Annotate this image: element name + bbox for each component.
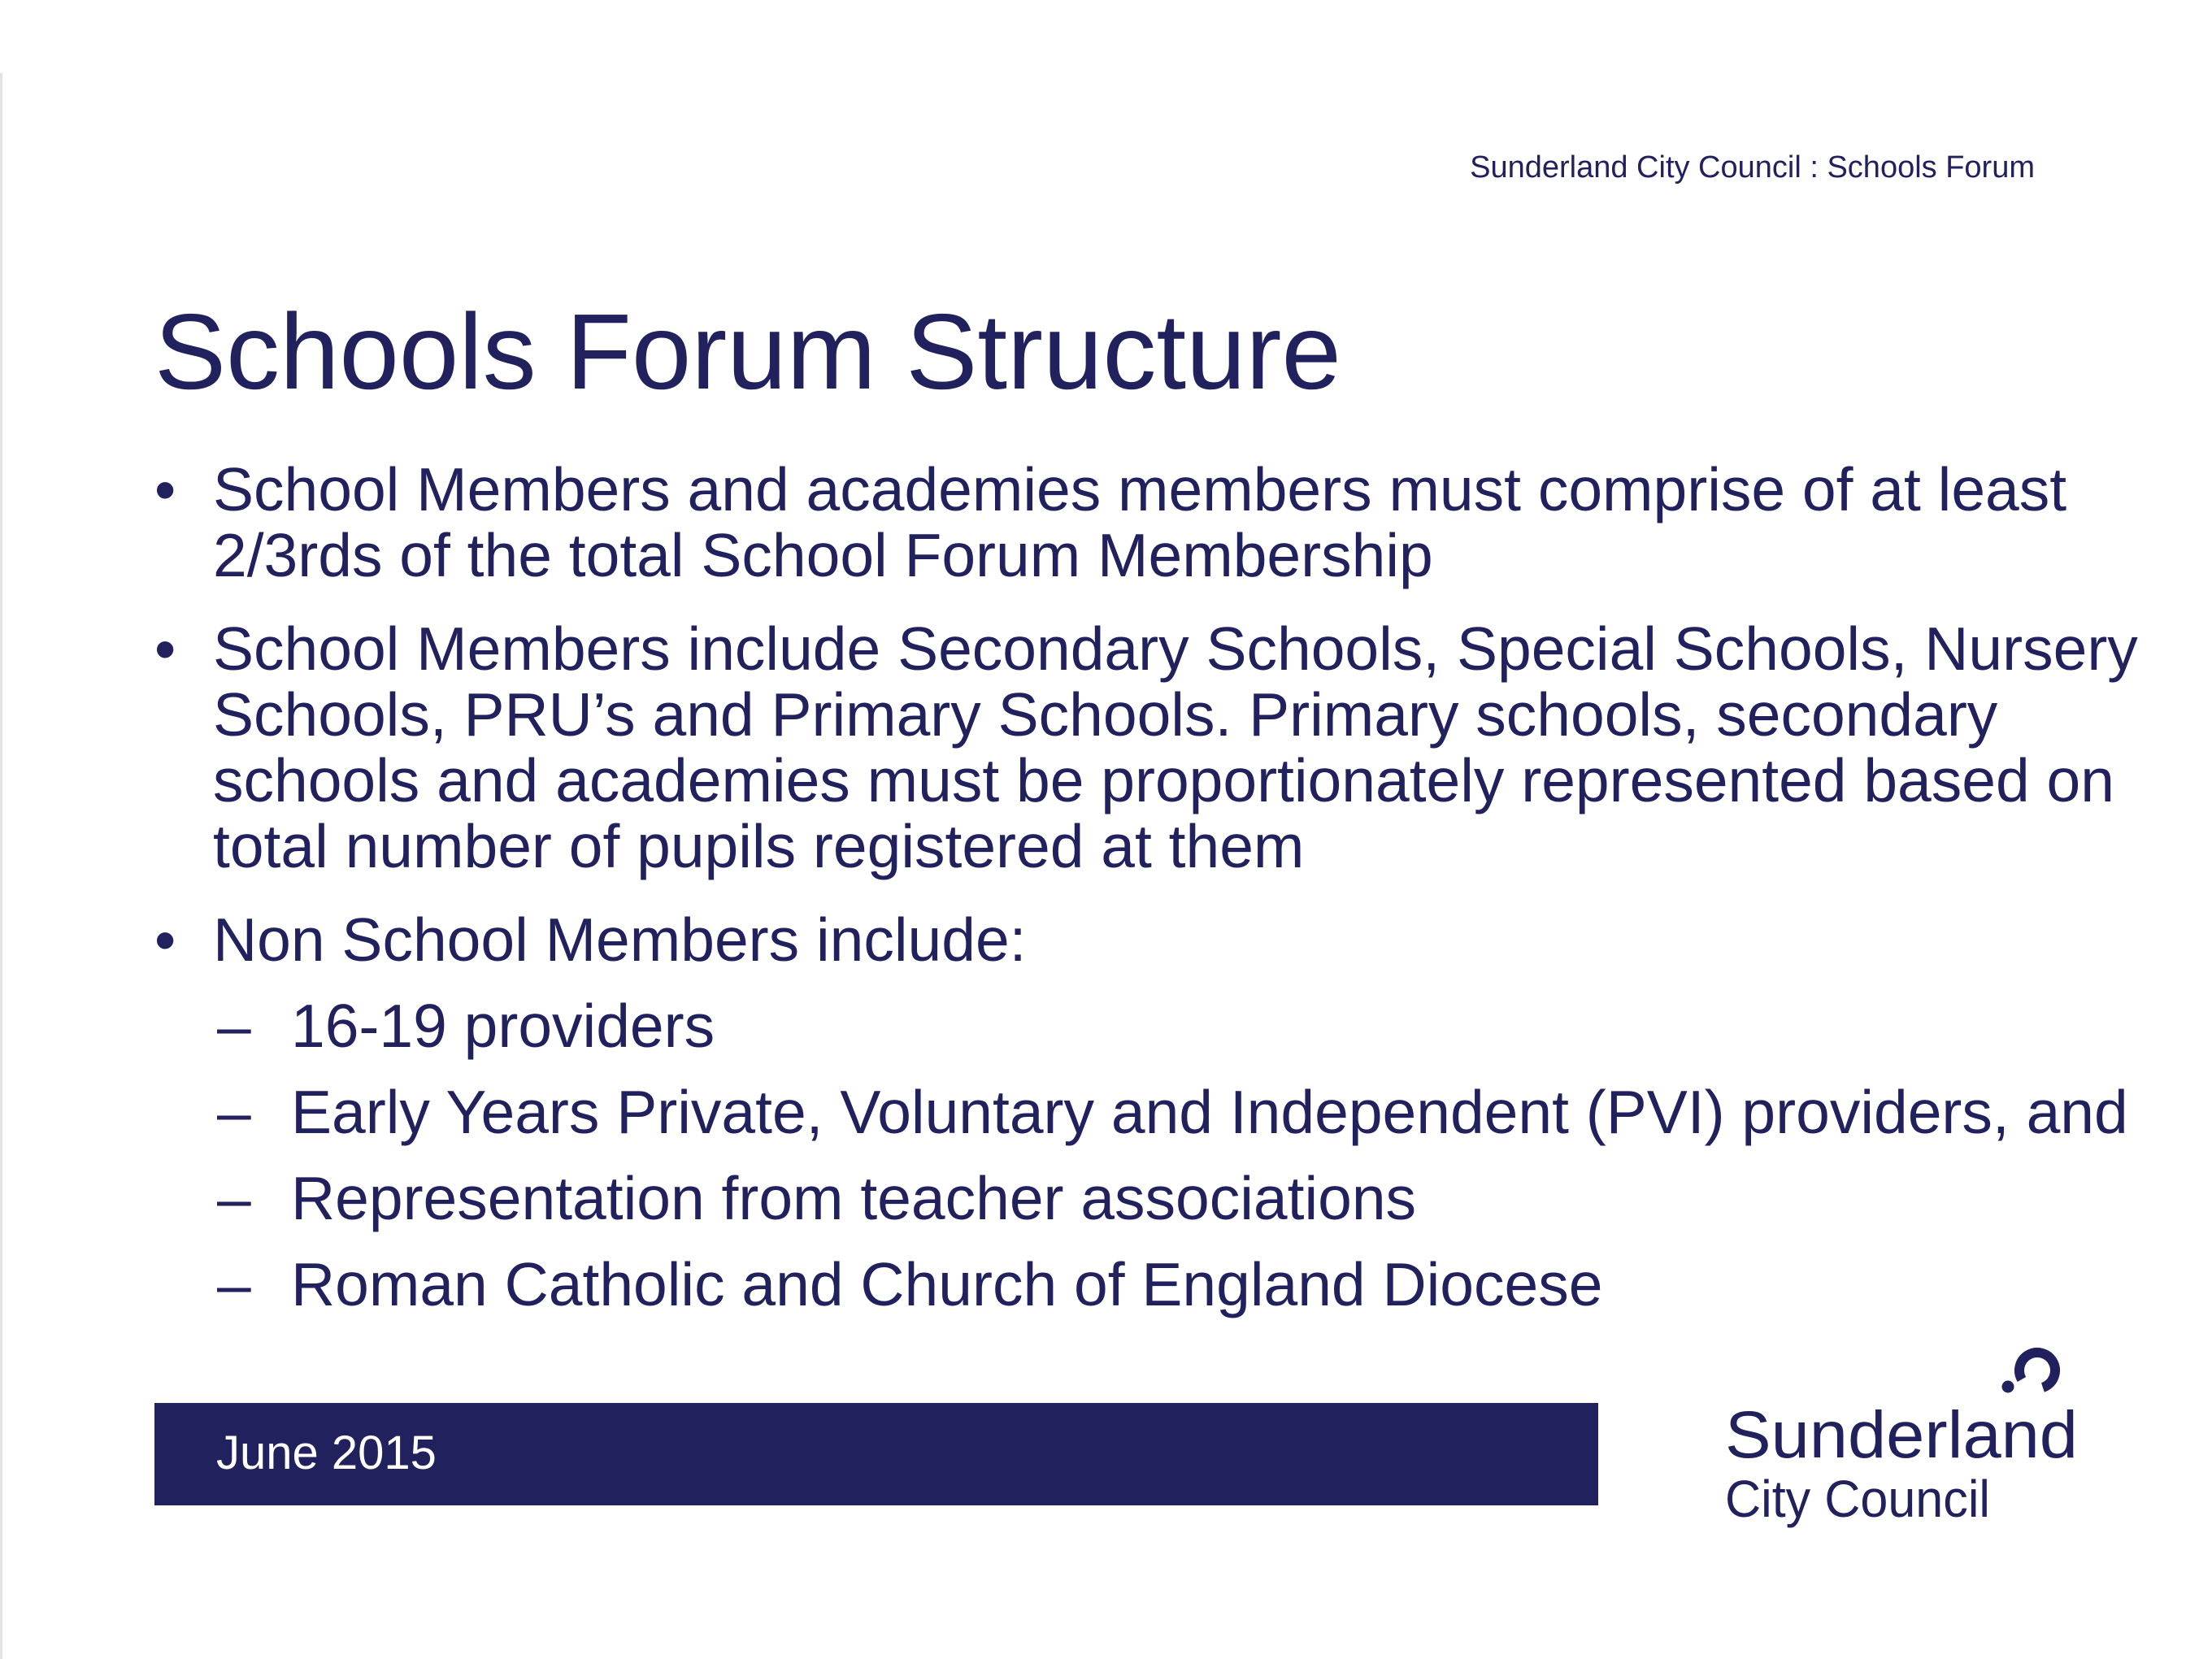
logo-mark-icon bbox=[2002, 1346, 2062, 1395]
footer-date-bar bbox=[154, 1403, 1598, 1505]
bullet-marker: • bbox=[154, 615, 176, 683]
slide-body bbox=[154, 457, 2171, 1338]
sub-bullet-item bbox=[154, 1252, 2171, 1318]
slide-title: Schools Forum Structure bbox=[154, 292, 1341, 411]
sub-bullet-item bbox=[154, 1079, 2171, 1145]
slide-header: Sunderland City Council : Schools Forum bbox=[1470, 150, 2035, 185]
sub-bullet-marker: – bbox=[217, 1164, 251, 1232]
sub-bullet-marker: – bbox=[217, 1078, 251, 1146]
footer-date: June 2015 bbox=[216, 1427, 437, 1479]
sub-bullet-text: Early Years Private, Voluntary and Independent (PVI) providers, and bbox=[291, 1078, 2128, 1146]
sunderland-city-council-logo bbox=[1714, 1333, 2088, 1528]
bullet-item bbox=[154, 907, 2171, 973]
bullet-text: School Members and academies members must comprise of at least 2/3rds of the total School Forum Membership bbox=[213, 455, 2067, 589]
logo-wordmark-line1: Sunderland bbox=[1725, 1398, 2078, 1472]
sub-bullet-marker: – bbox=[217, 1250, 251, 1318]
sub-bullet-marker: – bbox=[217, 992, 251, 1060]
bullet-text: Non School Members include: bbox=[213, 906, 1027, 974]
sub-bullet-item bbox=[154, 1166, 2171, 1231]
bullet-item bbox=[154, 457, 2171, 588]
sub-bullet-text: Representation from teacher associations bbox=[291, 1164, 1417, 1232]
bullet-marker: • bbox=[154, 455, 176, 523]
left-edge-rule bbox=[0, 73, 2, 1659]
bullet-marker: • bbox=[154, 906, 176, 974]
sub-bullet-text: 16-19 providers bbox=[291, 992, 715, 1060]
bullet-text: School Members include Secondary Schools, Special Schools, Nursery Schools, PRU’s and Primary Schools. Primary schools, secondary schools and academies must be proportionately represented based on total number of pupils registered at them bbox=[213, 615, 2138, 880]
logo-wordmark-line2: City Council bbox=[1725, 1470, 1990, 1528]
sub-bullet-item bbox=[154, 993, 2171, 1059]
sub-bullet-text: Roman Catholic and Church of England Diocese bbox=[291, 1250, 1603, 1318]
bullet-item bbox=[154, 616, 2171, 879]
